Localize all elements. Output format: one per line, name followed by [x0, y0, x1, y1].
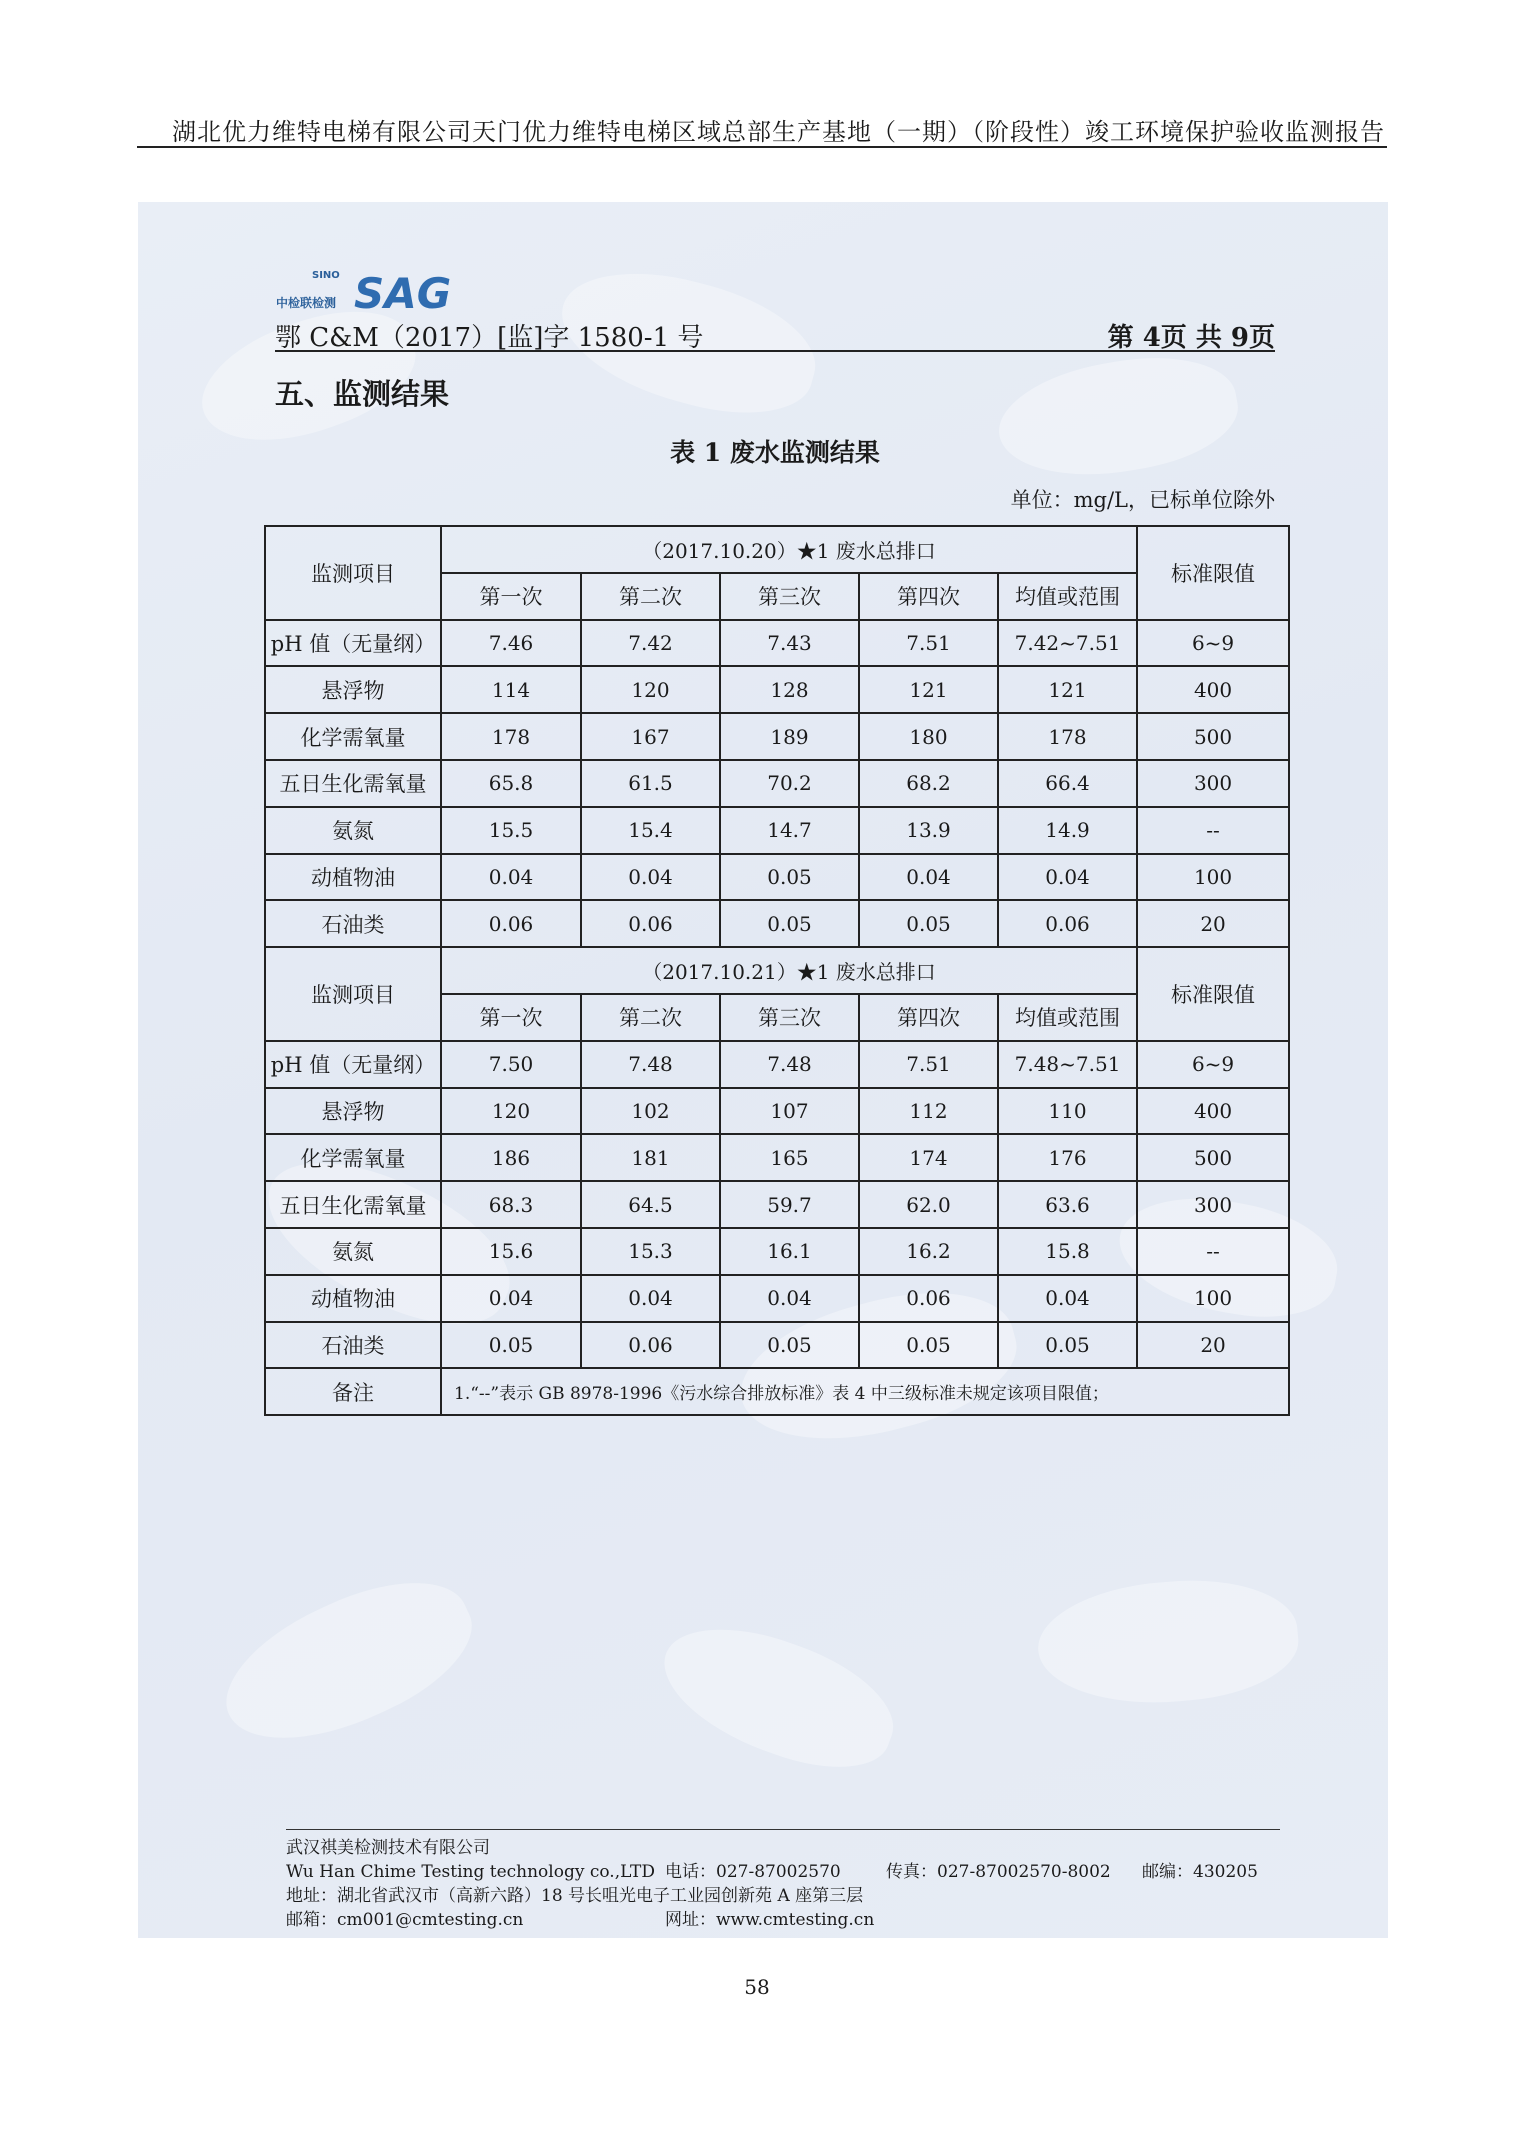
limit-cell: 500	[1137, 713, 1289, 760]
value-cell: 107	[720, 1088, 859, 1135]
value-cell: 15.5	[441, 807, 581, 854]
value-cell: 66.4	[998, 760, 1137, 807]
value-cell: 0.04	[720, 1275, 859, 1322]
value-cell: 120	[581, 666, 720, 713]
page-info: 第 4页 共 9页	[1107, 323, 1275, 353]
value-cell: 0.06	[859, 1275, 998, 1322]
table-row	[265, 666, 1289, 713]
column-header-cell: 第三次	[720, 994, 859, 1041]
value-cell: 178	[441, 713, 581, 760]
value-cell: 7.46	[441, 620, 581, 667]
date-location-header-cell: （2017.10.21）★1 废水总排口	[441, 947, 1137, 994]
table-row	[265, 807, 1289, 854]
limit-cell: 100	[1137, 854, 1289, 901]
item-name-cell: 动植物油	[265, 1275, 441, 1322]
footer	[286, 1836, 1286, 1932]
item-name-cell: 悬浮物	[265, 1088, 441, 1135]
value-cell: 178	[998, 713, 1137, 760]
section-title: 五、监测结果	[275, 377, 450, 411]
header-rule	[137, 146, 1387, 148]
document-info-line	[275, 317, 1275, 353]
column-header-cell: 第二次	[581, 994, 720, 1041]
value-cell: 15.8	[998, 1228, 1137, 1275]
table-row	[265, 713, 1289, 760]
limit-header-cell: 标准限值	[1137, 947, 1289, 1041]
item-name-cell: 化学需氧量	[265, 713, 441, 760]
item-name-cell: 悬浮物	[265, 666, 441, 713]
page-number: 58	[744, 1975, 770, 1999]
footer-address: 地址：湖北省武汉市（高新六路）18 号长咀光电子工业园创新苑 A 座第三层	[286, 1886, 864, 1906]
limit-header-cell: 标准限值	[1137, 526, 1289, 620]
item-name-cell: 石油类	[265, 1322, 441, 1369]
limit-cell: 300	[1137, 1181, 1289, 1228]
remark-label-cell: 备注	[265, 1368, 441, 1415]
column-header-cell: 均值或范围	[998, 994, 1137, 1041]
value-cell: 114	[441, 666, 581, 713]
value-cell: 0.04	[581, 854, 720, 901]
table-row	[265, 620, 1289, 667]
value-cell: 7.51	[859, 620, 998, 667]
value-cell: 128	[720, 666, 859, 713]
value-cell: 7.42~7.51	[998, 620, 1137, 667]
value-cell: 112	[859, 1088, 998, 1135]
logo-sino-text: SINO	[312, 270, 340, 281]
table-row	[265, 1181, 1289, 1228]
value-cell: 0.05	[859, 1322, 998, 1369]
value-cell: 7.48	[581, 1041, 720, 1088]
running-header: 湖北优力维特电梯有限公司天门优力维特电梯区域总部生产基地（一期）（阶段性）竣工环境保护验收监测报告	[172, 118, 1385, 146]
item-name-cell: 五日生化需氧量	[265, 1181, 441, 1228]
value-cell: 16.1	[720, 1228, 859, 1275]
table-title: 表 1 废水监测结果	[670, 438, 880, 467]
value-cell: 121	[859, 666, 998, 713]
column-header-cell: 均值或范围	[998, 573, 1137, 620]
value-cell: 7.48~7.51	[998, 1041, 1137, 1088]
value-cell: 15.6	[441, 1228, 581, 1275]
logo-cn-text: 中检联检测	[276, 296, 337, 310]
footer-rule	[286, 1829, 1280, 1830]
value-cell: 15.3	[581, 1228, 720, 1275]
document-number: 鄂 C&M（2017）[监]字 1580-1 号	[275, 323, 704, 353]
value-cell: 61.5	[581, 760, 720, 807]
value-cell: 7.51	[859, 1041, 998, 1088]
value-cell: 0.04	[998, 854, 1137, 901]
value-cell: 0.05	[720, 854, 859, 901]
value-cell: 176	[998, 1134, 1137, 1181]
table-row	[265, 760, 1289, 807]
value-cell: 165	[720, 1134, 859, 1181]
value-cell: 0.05	[998, 1322, 1137, 1369]
wastewater-results-table	[264, 525, 1290, 1416]
value-cell: 68.3	[441, 1181, 581, 1228]
value-cell: 14.7	[720, 807, 859, 854]
value-cell: 7.48	[720, 1041, 859, 1088]
value-cell: 59.7	[720, 1181, 859, 1228]
value-cell: 63.6	[998, 1181, 1137, 1228]
footer-fax: 传真：027-87002570-8002	[886, 1862, 1111, 1882]
limit-cell: 500	[1137, 1134, 1289, 1181]
date-location-header-cell: （2017.10.20）★1 废水总排口	[441, 526, 1137, 573]
table-row	[265, 1322, 1289, 1369]
limit-cell: 6~9	[1137, 1041, 1289, 1088]
value-cell: 110	[998, 1088, 1137, 1135]
value-cell: 0.04	[859, 854, 998, 901]
limit-cell: 6~9	[1137, 620, 1289, 667]
value-cell: 0.04	[998, 1275, 1137, 1322]
value-cell: 70.2	[720, 760, 859, 807]
value-cell: 102	[581, 1088, 720, 1135]
value-cell: 0.06	[441, 900, 581, 947]
item-name-cell: 氨氮	[265, 1228, 441, 1275]
table-header-row	[265, 526, 1289, 573]
item-name-cell: pH 值（无量纲）	[265, 1041, 441, 1088]
value-cell: 181	[581, 1134, 720, 1181]
table-row	[265, 1041, 1289, 1088]
value-cell: 180	[859, 713, 998, 760]
value-cell: 120	[441, 1088, 581, 1135]
document-info-rule	[275, 350, 1275, 352]
column-header-cell: 第三次	[720, 573, 859, 620]
value-cell: 189	[720, 713, 859, 760]
value-cell: 186	[441, 1134, 581, 1181]
limit-cell: --	[1137, 807, 1289, 854]
logo-brand-text: SAG	[354, 269, 452, 318]
item-name-cell: 石油类	[265, 900, 441, 947]
remark-text-cell: 1.“--”表示 GB 8978-1996《污水综合排放标准》表 4 中三级标准未规定该项目限值；	[441, 1368, 1289, 1415]
sag-logo	[276, 269, 452, 318]
column-header-cell: 第一次	[441, 994, 581, 1041]
value-cell: 13.9	[859, 807, 998, 854]
limit-cell: --	[1137, 1228, 1289, 1275]
footer-email: 邮箱：cm001@cmtesting.cn	[286, 1910, 524, 1930]
value-cell: 0.06	[998, 900, 1137, 947]
value-cell: 15.4	[581, 807, 720, 854]
limit-cell: 300	[1137, 760, 1289, 807]
value-cell: 0.04	[441, 1275, 581, 1322]
footer-postcode: 邮编：430205	[1142, 1862, 1258, 1882]
column-header-cell: 第四次	[859, 573, 998, 620]
value-cell: 174	[859, 1134, 998, 1181]
footer-company-cn: 武汉祺美检测技术有限公司	[286, 1838, 490, 1858]
value-cell: 0.06	[581, 900, 720, 947]
value-cell: 0.04	[581, 1275, 720, 1322]
table-row	[265, 1228, 1289, 1275]
item-name-cell: 氨氮	[265, 807, 441, 854]
table-row	[265, 1275, 1289, 1322]
value-cell: 7.50	[441, 1041, 581, 1088]
limit-cell: 400	[1137, 1088, 1289, 1135]
item-header-cell: 监测项目	[265, 526, 441, 620]
column-header-cell: 第一次	[441, 573, 581, 620]
remark-row	[265, 1368, 1289, 1415]
table-row	[265, 900, 1289, 947]
limit-cell: 100	[1137, 1275, 1289, 1322]
value-cell: 16.2	[859, 1228, 998, 1275]
value-cell: 7.43	[720, 620, 859, 667]
footer-website: 网址：www.cmtesting.cn	[665, 1910, 875, 1930]
table-header-row	[265, 947, 1289, 994]
item-header-cell: 监测项目	[265, 947, 441, 1041]
value-cell: 65.8	[441, 760, 581, 807]
value-cell: 68.2	[859, 760, 998, 807]
value-cell: 121	[998, 666, 1137, 713]
limit-cell: 20	[1137, 1322, 1289, 1369]
item-name-cell: 动植物油	[265, 854, 441, 901]
value-cell: 0.05	[720, 900, 859, 947]
limit-cell: 20	[1137, 900, 1289, 947]
footer-phone: 电话：027-87002570	[665, 1862, 841, 1882]
value-cell: 0.04	[441, 854, 581, 901]
item-name-cell: pH 值（无量纲）	[265, 620, 441, 667]
value-cell: 0.05	[859, 900, 998, 947]
value-cell: 0.05	[720, 1322, 859, 1369]
value-cell: 167	[581, 713, 720, 760]
table-row	[265, 1134, 1289, 1181]
value-cell: 64.5	[581, 1181, 720, 1228]
value-cell: 62.0	[859, 1181, 998, 1228]
table-row	[265, 854, 1289, 901]
value-cell: 7.42	[581, 620, 720, 667]
value-cell: 0.05	[441, 1322, 581, 1369]
column-header-cell: 第四次	[859, 994, 998, 1041]
item-name-cell: 化学需氧量	[265, 1134, 441, 1181]
column-header-cell: 第二次	[581, 573, 720, 620]
unit-note: 单位：mg/L，已标单位除外	[1010, 488, 1275, 512]
value-cell: 0.06	[581, 1322, 720, 1369]
item-name-cell: 五日生化需氧量	[265, 760, 441, 807]
footer-company-en: Wu Han Chime Testing technology co.,LTD	[286, 1862, 655, 1882]
limit-cell: 400	[1137, 666, 1289, 713]
value-cell: 14.9	[998, 807, 1137, 854]
table-row	[265, 1088, 1289, 1135]
